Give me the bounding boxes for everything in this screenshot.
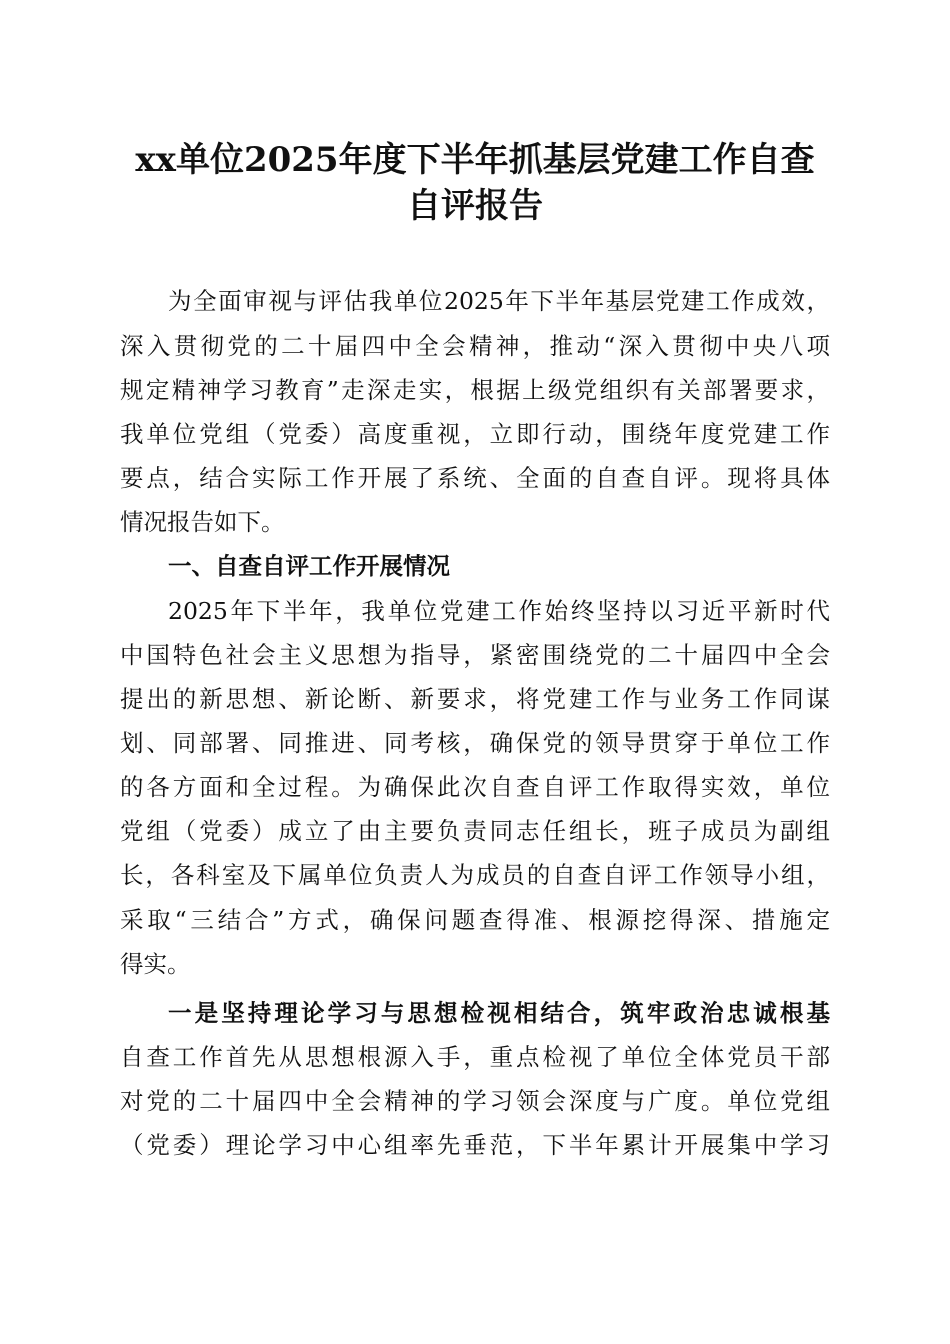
paragraph-line: 划、同部署、同推进、同考核，确保党的领导贯穿于单位工作: [120, 729, 830, 757]
paragraph-line: 要点，结合实际工作开展了系统、全面的自查自评。现将具体: [120, 464, 830, 492]
paragraph-line: 提出的新思想、新论断、新要求，将党建工作与业务工作同谋: [120, 685, 830, 713]
paragraph-line: 采取“三结合”方式，确保问题查得准、根源挖得深、措施定: [120, 906, 830, 934]
subsection-lead-line: 一是坚持理论学习与思想检视相结合，筑牢政治忠诚根基: [168, 999, 830, 1027]
paragraph-line: 党组（党委）成立了由主要负责同志任组长，班子成员为副组: [120, 817, 830, 845]
paragraph-line: 我单位党组（党委）高度重视，立即行动，围绕年度党建工作: [120, 420, 830, 448]
paragraph-line: 深入贯彻党的二十届四中全会精神，推动“深入贯彻中央八项: [120, 332, 830, 360]
paragraph-line: 得实。: [120, 950, 191, 978]
paragraph-line: 2025年下半年，我单位党建工作始终坚持以习近平新时代: [168, 597, 830, 625]
document-title-line-1: xx单位2025年度下半年抓基层党建工作自查: [135, 140, 815, 180]
paragraph-line: 长，各科室及下属单位负责人为成员的自查自评工作领导小组，: [120, 861, 830, 889]
paragraph-line: （党委）理论学习中心组率先垂范，下半年累计开展集中学习: [120, 1131, 830, 1159]
paragraph-line: 中国特色社会主义思想为指导，紧密围绕党的二十届四中全会: [120, 641, 830, 669]
paragraph-line: 的各方面和全过程。为确保此次自查自评工作取得实效，单位: [120, 773, 830, 801]
paragraph-line: 自查工作首先从思想根源入手，重点检视了单位全体党员干部: [120, 1043, 830, 1071]
paragraph-line: 情况报告如下。: [120, 508, 285, 536]
paragraph-line: 规定精神学习教育”走深走实，根据上级党组织有关部署要求，: [120, 376, 830, 404]
document-title-line-2: 自评报告: [407, 186, 543, 226]
paragraph-line: 对党的二十届四中全会精神的学习领会深度与广度。单位党组: [120, 1087, 830, 1115]
paragraph-line: 为全面审视与评估我单位2025年下半年基层党建工作成效，: [168, 287, 830, 315]
section-heading: 一、自查自评工作开展情况: [168, 552, 450, 580]
